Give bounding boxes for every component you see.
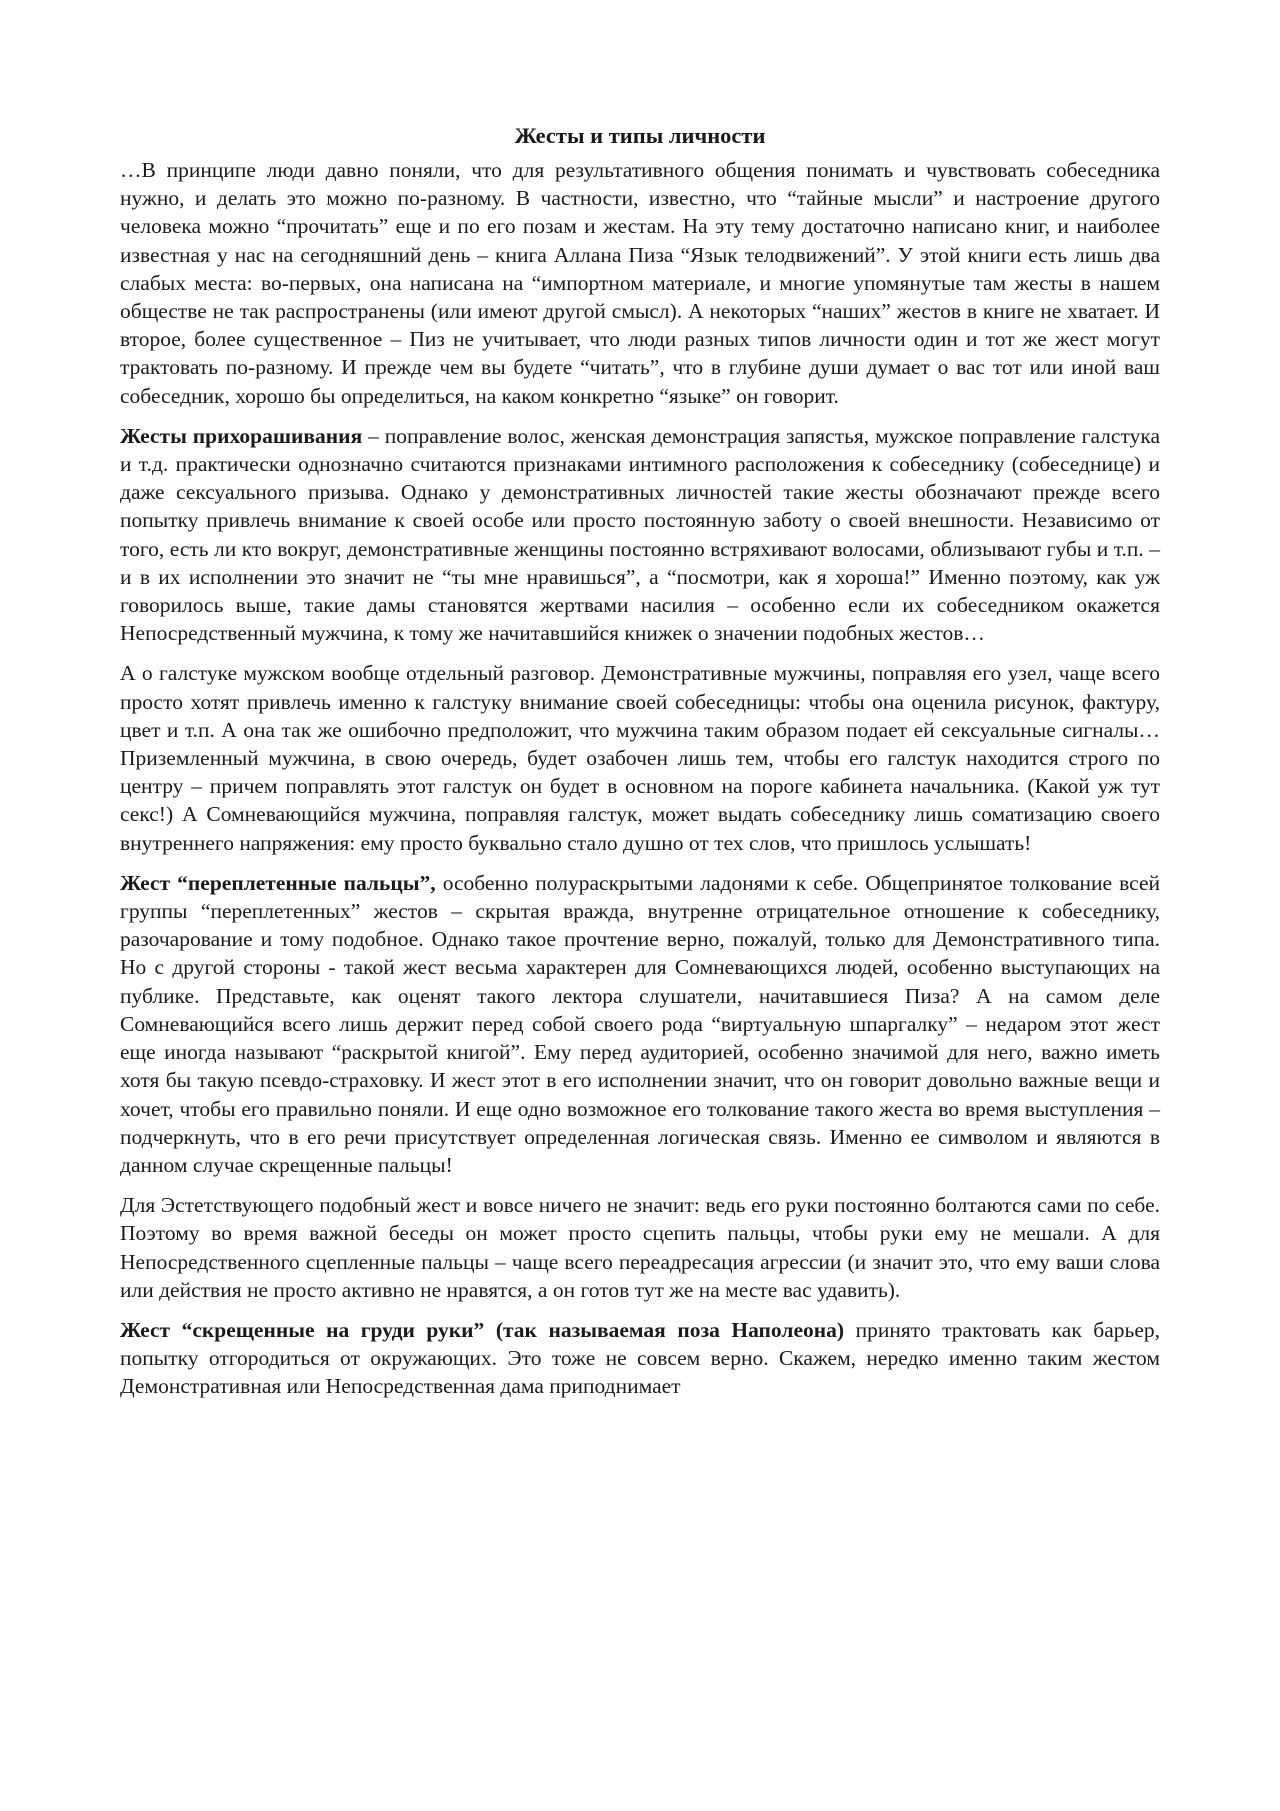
paragraph-lead: Жесты прихорашивания [120, 423, 363, 448]
paragraph-lead: Жест “скрещенные на груди руки” (так называемая поза Наполеона) [120, 1317, 845, 1342]
paragraph-text: …В принципе люди давно поняли, что для результативного общения понимать и чувствовать собеседника нужно, и делать это можно по-разному. В частности, известно, что “тайные мысли” и настроение другого человека можно “прочитать” еще и по его позам и жестам. На эту тему достаточно написано книг, и наиболее известная у нас на сегодняшний день – книга Аллана Пиза “Язык телодвижений”. У этой книги есть лишь два слабых места: во-первых, она написана на “импортном материале, и многие упомянутые там жесты в нашем обществе не так распространены (или имеют другой смысл). А некоторых “наших” жестов в книге не хватает. И второе, более существенное – Пиз не учитывает, что люди разных типов личности один и тот же жест могут трактовать по-разному. И прежде чем вы будете “читать”, что в глубине души думает о вас тот или иной ваш собеседник, хорошо бы определиться, на каком конкретно “языке” он говорит. [120, 158, 1160, 408]
paragraph-intro [120, 156, 1160, 410]
paragraph-necktie [120, 659, 1160, 856]
paragraph-crossed-arms [120, 1316, 1160, 1401]
paragraph-text: А о галстуке мужском вообще отдельный разговор. Демонстративные мужчины, поправляя его узел, чаще всего просто хотят привлечь именно к галстуку внимание своей собеседницы: чтобы она оценила рисунок, фактуру, цвет и т.п. А она так же ошибочно предположит, что мужчина таким образом подает ей сексуальные сигналы… Приземленный мужчина, в свою очередь, будет озабочен лишь тем, чтобы его галстук находится строго по центру – причем поправлять этот галстук он будет в основном на пороге кабинета начальника. (Какой уж тут секс!) А Сомневающийся мужчина, поправляя галстук, может выдать собеседнику лишь соматизацию своего внутреннего напряжения: ему просто буквально стало душно от тех слов, что пришлось услышать! [120, 661, 1160, 855]
paragraph-text: Для Эстетствующего подобный жест и вовсе ничего не значит: ведь его руки постоянно болтаются сами по себе. Поэтому во время важной беседы он может просто сцепить пальцы, чтобы руки ему не мешали. А для Непосредственного сцепленные пальцы – чаще всего переадресация агрессии (и значит это, что ему ваши слова или действия не просто активно не нравятся, а он готов тут же на месте вас удавить). [120, 1193, 1160, 1302]
paragraph-interlaced-fingers [120, 869, 1160, 1179]
paragraph-grooming-gestures [120, 422, 1160, 648]
paragraph-lead: Жест “переплетенные пальцы”, [120, 870, 436, 895]
document-title: Жесты и типы личности [514, 123, 766, 148]
paragraph-text: принято трактовать как барьер, попытку отгородиться от окружающих. Это тоже не совсем верно. Скажем, нередко именно таким жестом Демонстративная или Непосредственная дама приподнимает [120, 1317, 1160, 1399]
paragraph-text: – поправление волос, женская демонстрация запястья, мужское поправление галстука и т.д. практически однозначно считаются признаками интимного расположения к собеседнику (собеседнице) и даже сексуального призыва. Однако у демонстративных личностей такие жесты обозначают прежде всего попытку привлечь внимание к своей особе или просто постоянную заботу о своей внешности. Независимо от того, есть ли кто вокруг, демонстративные женщины постоянно встряхивают волосами, облизывают губы и т.п. – и в их исполнении это значит не “ты мне нравишься”, а “посмотри, как я хороша!” Именно поэтому, как уж говорилось выше, такие дамы становятся жертвами насилия – особенно если их собеседником окажется Непосредственный мужчина, к тому же начитавшийся книжек о значении подобных жестов… [120, 423, 1160, 646]
paragraph-text: особенно полураскрытыми ладонями к себе. Общепринятое толкование всей группы “переплетенных” жестов – скрытая вражда, внутренне отрицательное отношение к собеседнику, разочарование и тому подобное. Однако такое прочтение верно, пожалуй, только для Демонстративного типа. Но с другой стороны - такой жест весьма характерен для Сомневающихся людей, особенно выступающих на публике. Представьте, как оценят такого лектора слушатели, начитавшиеся Пиза? А на самом деле Сомневающийся всего лишь держит перед собой своего рода “виртуальную шпаргалку” – недаром этот жест еще иногда называют “раскрытой книгой”. Ему перед аудиторией, особенно значимой для него, важно иметь хотя бы такую псевдо-страховку. И жест этот в его исполнении значит, что он говорит довольно важные вещи и хочет, чтобы его правильно поняли. И еще одно возможное его толкование такого жеста во время выступления – подчеркнуть, что в его речи присутствует определенная логическая связь. Именно ее символом и являются в данном случае скрещенные пальцы! [120, 870, 1160, 1177]
document-page [120, 122, 1160, 1413]
paragraph-aesthete [120, 1191, 1160, 1304]
